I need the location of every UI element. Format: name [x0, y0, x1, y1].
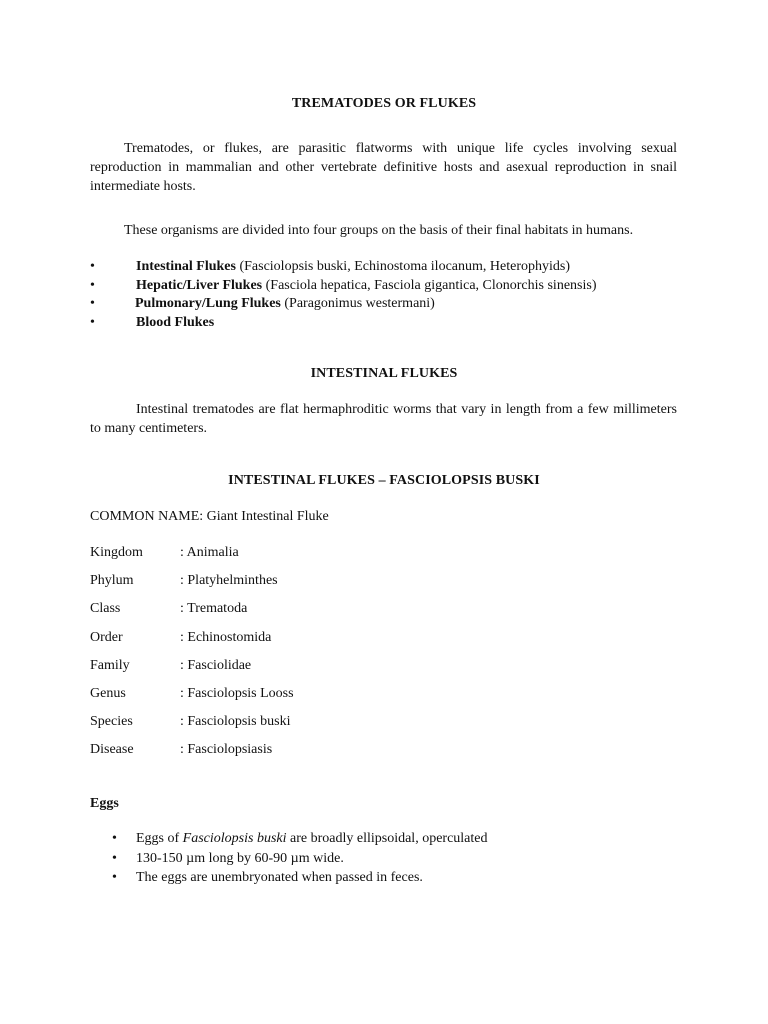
list-item [90, 313, 690, 332]
list-item [112, 849, 672, 869]
taxonomy-key: Family [90, 657, 130, 673]
fluke-groups-list [90, 257, 690, 331]
group-name: Pulmonary/Lung Flukes [135, 296, 281, 311]
list-item [90, 294, 690, 313]
taxonomy-key: Phylum [90, 573, 134, 589]
taxonomy-row [90, 599, 490, 627]
section-heading-intestinal: INTESTINAL FLUKES [310, 366, 458, 381]
bullet-icon: • [90, 314, 95, 330]
taxonomy-row [90, 656, 490, 684]
eggs-item-text: Eggs of [136, 831, 183, 846]
taxonomy-row [90, 740, 490, 768]
bullet-icon: • [112, 850, 117, 866]
taxonomy-row [90, 628, 490, 656]
group-name: Hepatic/Liver Flukes [136, 277, 263, 293]
group-name: Intestinal Flukes [136, 259, 236, 274]
taxonomy-key: Order [90, 629, 123, 645]
group-examples: (Paragonimus westermani) [280, 296, 435, 311]
eggs-list [112, 829, 672, 888]
group-examples: (Fasciolopsis buski, Echinostoma ilocanum, Heterophyids) [235, 259, 570, 274]
intro-paragraph: Trematodes, or flukes, are parasitic flatworms with unique life cycles involving sexual reproduction in mammalian and other vertebrate definitive hosts and asexual reproduction in snail intermediate hosts. [90, 141, 677, 194]
taxonomy-row [90, 712, 490, 740]
taxonomy-row [90, 571, 490, 599]
taxonomy-value: : Animalia [180, 545, 239, 560]
bullet-icon: • [90, 277, 95, 293]
eggs-item-text: The eggs are unembryonated when passed in feces. [136, 870, 423, 885]
group-name: Blood Flukes [136, 314, 215, 330]
taxonomy-value: : Fasciolidae [180, 657, 252, 673]
eggs-heading: Eggs [90, 796, 119, 811]
taxonomy-table [90, 543, 490, 769]
page-title: TREMATODES OR FLUKES [291, 96, 477, 111]
bullet-icon: • [112, 831, 117, 846]
taxonomy-value: : Fasciolopsis Looss [180, 685, 294, 701]
group-examples: (Fasciola hepatica, Fasciola gigantica, Clonorchis sinensis) [262, 277, 597, 293]
taxonomy-key: Species [90, 714, 133, 730]
list-item [112, 868, 672, 888]
taxonomy-value: : Fasciolopsis buski [180, 714, 291, 730]
bullet-icon: • [90, 259, 95, 274]
taxonomy-value: : Fasciolopsiasis [180, 742, 273, 758]
list-item [112, 829, 672, 849]
eggs-item-text: are broadly ellipsoidal, operculated [286, 831, 488, 846]
taxonomy-key: Genus [90, 685, 126, 701]
groups-intro-paragraph: These organisms are divided into four groups on the basis of their final habitats in humans. [124, 223, 634, 238]
taxonomy-value: : Trematoda [180, 601, 248, 617]
bullet-icon: • [90, 296, 95, 311]
taxonomy-key: Class [90, 601, 121, 617]
taxonomy-key: Disease [90, 742, 134, 758]
taxonomy-value: : Echinostomida [180, 629, 272, 645]
intestinal-paragraph: Intestinal trematodes are flat hermaphroditic worms that vary in length from a few millimeters to many centimeters. [90, 402, 677, 436]
list-item [90, 276, 690, 295]
eggs-item-text: 130-150 µm long by 60-90 µm wide. [136, 850, 344, 866]
common-name: COMMON NAME: Giant Intestinal Fluke [90, 509, 329, 524]
section-heading-fasciolopsis: INTESTINAL FLUKES – FASCIOLOPSIS BUSKI [228, 473, 540, 488]
taxonomy-key: Kingdom [90, 545, 143, 560]
bullet-icon: • [112, 870, 117, 885]
list-item [90, 257, 690, 276]
taxonomy-row [90, 543, 490, 571]
taxonomy-row [90, 684, 490, 712]
species-name: Fasciolopsis buski [182, 831, 287, 846]
taxonomy-value: : Platyhelminthes [180, 573, 278, 589]
